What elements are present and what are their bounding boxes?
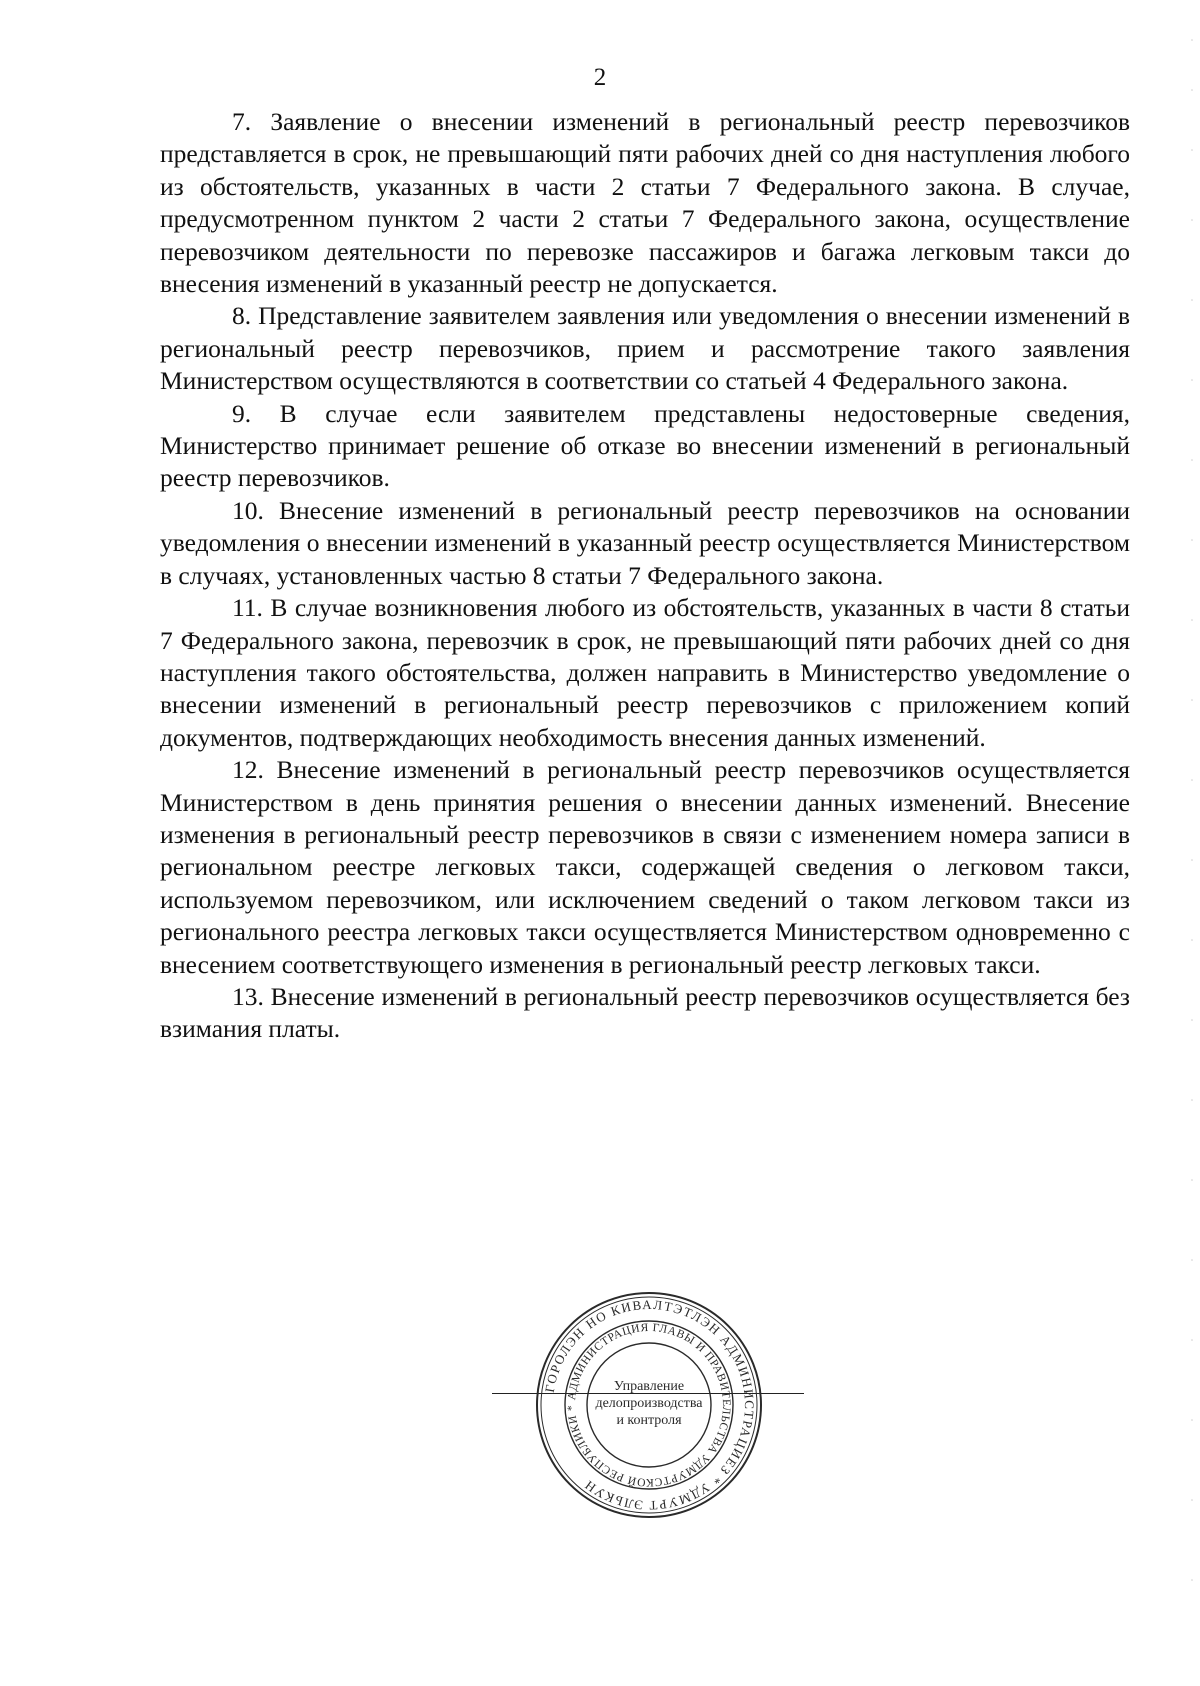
paragraph-13: 13. Внесение изменений в региональный реестр перевозчиков осуществляется без взимания платы. <box>160 981 1130 1044</box>
official-seal <box>534 1290 764 1520</box>
page-number: 2 <box>593 64 607 91</box>
seal-graphic <box>534 1290 764 1520</box>
seal-outer-ring-text: ГОРОЛЭН НО КИВАЛТЭТЛЭН АДМИНИСТРАЦИЕЗ * УДМУРТ ЭЛЬКУН <box>541 1296 758 1514</box>
seal-center-line-2: делопроизводства <box>595 1396 703 1411</box>
paragraph-9: 9. В случае если заявителем представлены недостоверные сведения, Министерство принимает решение об отказе во внесении изменений в региональный реестр перевозчиков. <box>160 398 1130 493</box>
seal-inner-ring-text: АДМИНИСТРАЦИЯ ГЛАВЫ И ПРАВИТЕЛЬСТВА УДМУРТСКОЙ РЕСПУБЛИКИ * <box>565 1321 733 1489</box>
paragraph-7: 7. Заявление о внесении изменений в региональный реестр перевозчиков представляется в срок, не превышающий пяти рабочих дней со дня наступления любого из обстоятельств, указанных в части 2 статьи 7 Федерального закона. В случае, предусмотренном пунктом 2 части 2 статьи 7 Федерального закона, осуществление перевозчиком деятельности по перевозке пассажиров и багажа легковым такси до внесения изменений в указанный реестр не допускается. <box>160 107 1130 299</box>
document-body <box>160 106 1130 1046</box>
paragraph-8: 8. Представление заявителем заявления или уведомления о внесении изменений в региональный реестр перевозчиков, прием и рассмотрение такого заявления Министерством осуществляются в соответствии со статьей 4 Федерального закона. <box>160 301 1130 396</box>
scan-margin-artifact <box>1180 0 1200 1686</box>
paragraph-10: 10. Внесение изменений в региональный реестр перевозчиков на основании уведомления о внесении изменений в указанный реестр осуществляется Министерством в случаях, установленных частью 8 статьи 7 Федерального закона. <box>160 495 1130 590</box>
paragraph-11: 11. В случае возникновения любого из обстоятельств, указанных в части 8 статьи 7 Федерального закона, перевозчик в срок, не превышающий пяти рабочих дней со дня наступления такого обстоятельства, должен направить в Министерство уведомление о внесении изменений в региональный реестр перевозчиков с приложением копий документов, подтверждающих необходимость внесения данных изменений. <box>160 593 1130 752</box>
paragraph-12: 12. Внесение изменений в региональный реестр перевозчиков осуществляется Министерством в день принятия решения о внесении данных изменений. Внесение изменения в региональный реестр перевозчиков в связи с изменением номера записи в региональном реестре легковых такси, содержащей сведения о легковом такси, используемом перевозчиком, или исключением сведений о таком легковом такси из регионального реестра легковых такси осуществляется Министерством одновременно с внесением соответствующего изменения в региональный реестр легковых такси. <box>160 755 1130 979</box>
seal-center-line-1: Управление <box>613 1379 685 1394</box>
seal-center-line-3: и контроля <box>616 1413 682 1428</box>
